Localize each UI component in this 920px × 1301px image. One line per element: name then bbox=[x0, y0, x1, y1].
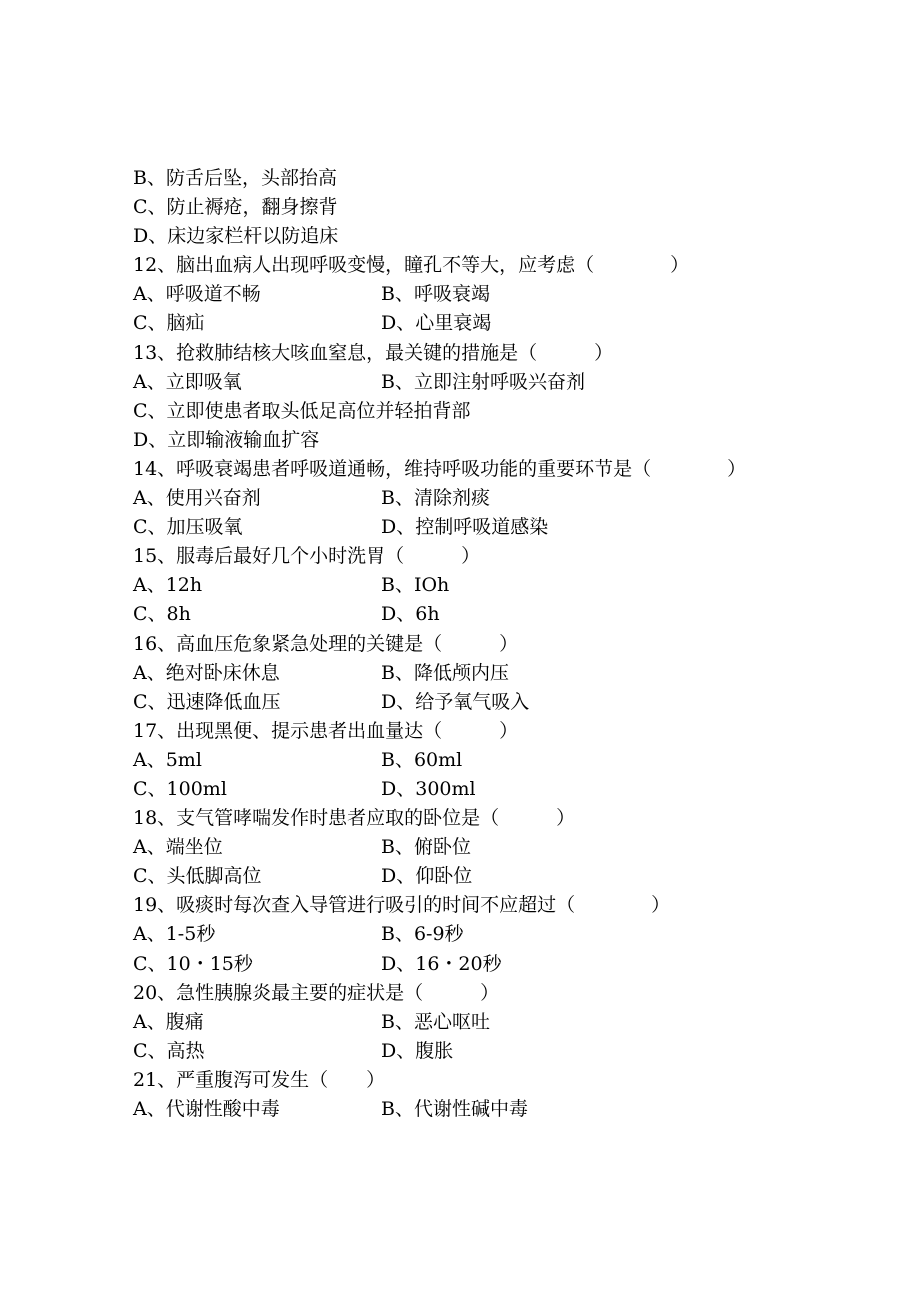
option-row bbox=[133, 775, 833, 804]
option-row bbox=[133, 746, 833, 775]
option-row bbox=[133, 920, 833, 949]
option-row bbox=[133, 513, 833, 542]
option-row bbox=[133, 1095, 833, 1124]
question-line: 12、脑出血病人出现呼吸变慢，瞳孔不等大，应考虑（ ） bbox=[133, 254, 690, 277]
option-row bbox=[133, 1008, 833, 1037]
option-line: B、防舌后坠，头部抬高 bbox=[133, 167, 337, 189]
option-row bbox=[133, 368, 833, 397]
option-right: D、腹胀 bbox=[381, 1039, 454, 1062]
option-row bbox=[133, 862, 833, 891]
option-row bbox=[133, 950, 833, 979]
option-left: C、加压吸氧 bbox=[133, 516, 243, 539]
option-left: C、8h bbox=[133, 603, 191, 626]
option-left: C、迅速降低血压 bbox=[133, 690, 281, 713]
option-right: D、给予氧气吸入 bbox=[381, 690, 530, 713]
option-right: D、心里衰竭 bbox=[381, 312, 492, 335]
question-line: 17、出现黑便、提示患者出血量达（ ） bbox=[133, 719, 519, 742]
option-left: A、绝对卧床休息 bbox=[133, 661, 280, 684]
option-row bbox=[133, 833, 833, 862]
option-left: A、使用兴奋剂 bbox=[133, 487, 261, 510]
option-left: A、代谢性酸中毒 bbox=[133, 1098, 280, 1120]
option-right: D、6h bbox=[381, 603, 440, 626]
option-right: D、控制呼吸道感染 bbox=[381, 516, 549, 539]
option-right: B、6-9秒 bbox=[381, 923, 464, 946]
option-right: B、代谢性碱中毒 bbox=[381, 1098, 528, 1120]
option-row bbox=[133, 688, 833, 717]
option-right: B、清除剂痰 bbox=[381, 487, 490, 510]
question-line: 21、严重腹泻可发生（ ） bbox=[133, 1068, 386, 1091]
option-right: B、呼吸衰竭 bbox=[381, 283, 490, 306]
question-line: 15、服毒后最好几个小时洗胃（ ） bbox=[133, 545, 481, 568]
option-right: B、立即注射呼吸兴奋剂 bbox=[381, 370, 585, 393]
option-left: A、立即吸氧 bbox=[133, 370, 242, 393]
option-row bbox=[133, 1037, 833, 1066]
option-right: B、60ml bbox=[381, 748, 463, 771]
document-page bbox=[133, 164, 833, 1124]
option-left: A、腹痛 bbox=[133, 1010, 204, 1033]
option-left: A、1-5秒 bbox=[133, 923, 216, 946]
option-right: B、俯卧位 bbox=[381, 836, 471, 859]
option-left: A、12h bbox=[133, 574, 203, 597]
option-right: B、降低颅内压 bbox=[381, 661, 509, 684]
option-line: C、防止褥疮，翻身擦背 bbox=[133, 196, 338, 219]
option-left: A、呼吸道不畅 bbox=[133, 283, 261, 306]
option-row bbox=[133, 600, 833, 629]
question-line: 13、抢救肺结核大咳血窒息，最关键的措施是（ ） bbox=[133, 341, 614, 364]
option-right: D、仰卧位 bbox=[381, 865, 473, 888]
option-left: C、高热 bbox=[133, 1039, 205, 1062]
question-line: 14、呼吸衰竭患者呼吸道通畅，维持呼吸功能的重要环节是（ ） bbox=[133, 457, 747, 480]
option-line: D、床边家栏杆以防追床 bbox=[133, 225, 339, 248]
option-left: C、10・15秒 bbox=[133, 952, 253, 975]
option-right: D、16・20秒 bbox=[381, 952, 502, 975]
option-right: B、IOh bbox=[381, 574, 450, 597]
question-line: 19、吸痰时每次查入导管进行吸引的时间不应超过（ ） bbox=[133, 894, 671, 917]
question-line: 18、支气管哮喘发作时患者应取的卧位是（ ） bbox=[133, 807, 576, 830]
option-row bbox=[133, 309, 833, 338]
option-left: C、100ml bbox=[133, 777, 227, 800]
option-left: C、头低脚高位 bbox=[133, 865, 262, 888]
option-row bbox=[133, 571, 833, 600]
option-line: C、立即使患者取头低足高位并轻拍背部 bbox=[133, 399, 471, 422]
question-line: 20、急性胰腺炎最主要的症状是（ ） bbox=[133, 981, 500, 1004]
option-left: A、端坐位 bbox=[133, 836, 223, 859]
option-right: B、恶心呕吐 bbox=[381, 1010, 490, 1033]
option-row bbox=[133, 659, 833, 688]
option-right: D、300ml bbox=[381, 777, 476, 800]
option-row bbox=[133, 484, 833, 513]
question-line: 16、高血压危象紧急处理的关键是（ ） bbox=[133, 632, 519, 655]
option-row bbox=[133, 280, 833, 309]
option-line: D、立即输液输血扩容 bbox=[133, 428, 320, 451]
option-left: A、5ml bbox=[133, 748, 202, 771]
option-left: C、脑疝 bbox=[133, 312, 205, 335]
